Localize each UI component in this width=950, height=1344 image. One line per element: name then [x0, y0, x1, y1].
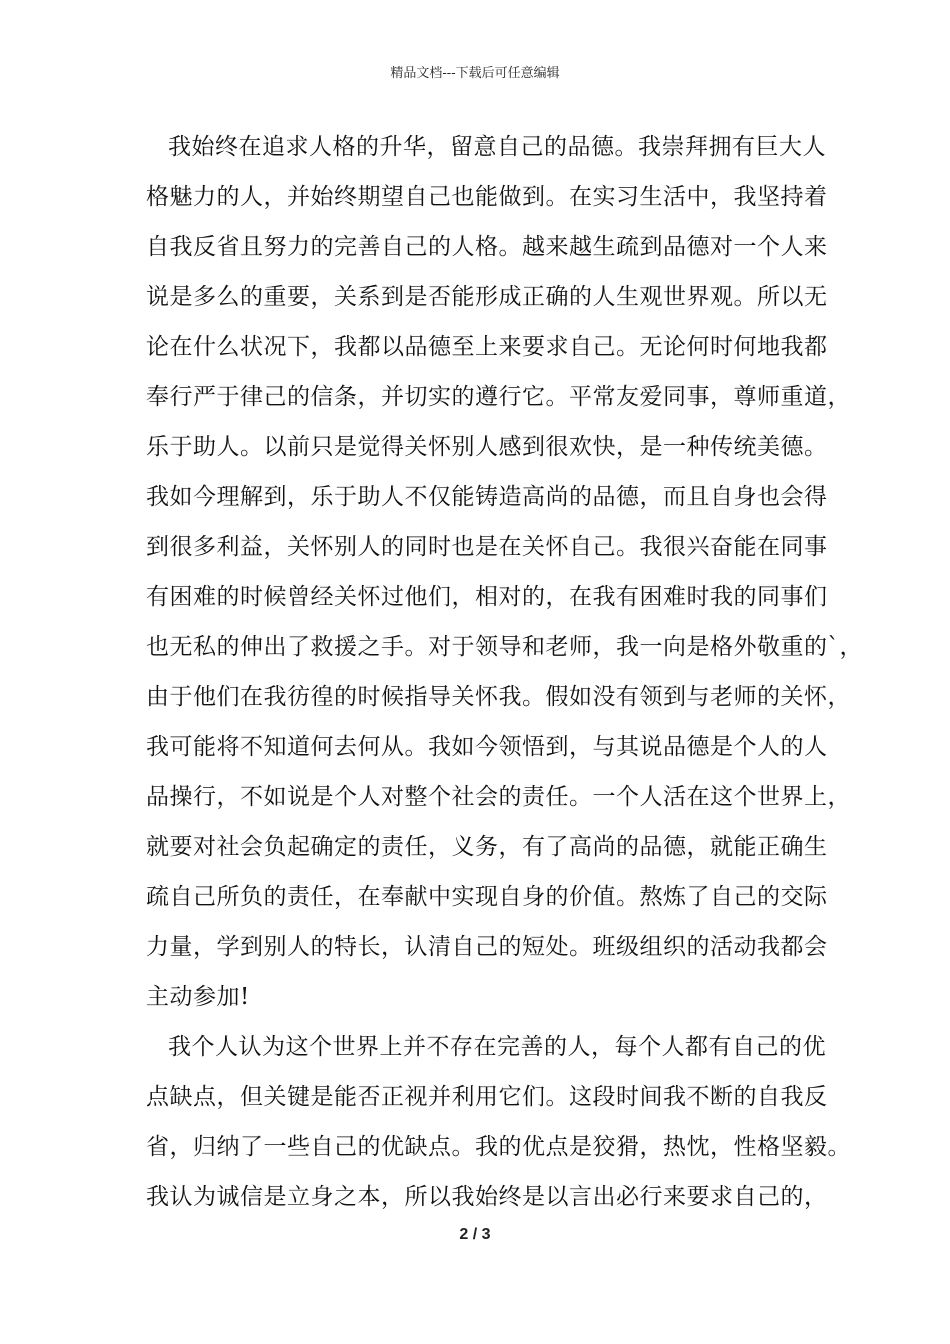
text-line: 奉行严于律己的信条，并切实的遵行它。平常友爱同事，尊师重道，	[146, 384, 851, 410]
text-line: 说是多么的重要，关系到是否能形成正确的人生观世界观。所以无	[146, 284, 828, 310]
paragraph-1	[146, 122, 863, 1022]
text-line: 我如今理解到，乐于助人不仅能铸造高尚的品德，而且自身也会得	[146, 484, 828, 510]
text-line: 到很多利益，关怀别人的同时也是在关怀自己。我很兴奋能在同事	[146, 534, 828, 560]
page-number: 2 / 3	[459, 1226, 491, 1243]
text-line: 论在什么状况下，我都以品德至上来要求自己。无论何时何地我都	[146, 334, 828, 360]
text-line: 主动参加!	[146, 984, 250, 1010]
text-line: 品操行，不如说是个人对整个社会的责任。一个人活在这个世界上，	[146, 784, 851, 810]
text-line: 我认为诚信是立身之本，所以我始终是以言出必行来要求自己的，	[146, 1184, 828, 1210]
text-line: 格魅力的人，并始终期望自己也能做到。在实习生活中，我坚持着	[146, 184, 828, 210]
text-line: 由于他们在我彷徨的时候指导关怀我。假如没有领到与老师的关怀，	[146, 684, 851, 710]
text-line: 有困难的时候曾经关怀过他们，相对的，在我有困难时我的同事们	[146, 584, 828, 610]
text-line: 省，归纳了一些自己的优缺点。我的优点是狡猾，热忱，性格坚毅。	[146, 1134, 851, 1160]
text-line: 乐于助人。以前只是觉得关怀别人感到很欢快，是一种传统美德。	[146, 434, 828, 460]
text-line: 我可能将不知道何去何从。我如今领悟到，与其说品德是个人的人	[146, 734, 828, 760]
paragraph-2	[146, 1022, 851, 1222]
text-line: 力量，学到别人的特长，认清自己的短处。班级组织的活动我都会	[146, 934, 828, 960]
text-line: 点缺点，但关键是能否正视并利用它们。这段时间我不断的自我反	[146, 1084, 828, 1110]
text-line: 我始终在追求人格的升华，留意自己的品德。我崇拜拥有巨大人	[168, 134, 826, 160]
text-line: 就要对社会负起确定的责任，义务，有了高尚的品德，就能正确生	[146, 834, 828, 860]
text-line: 自我反省且努力的完善自己的人格。越来越生疏到品德对一个人来	[146, 234, 828, 260]
text-line: 疏自己所负的责任，在奉献中实现自身的价值。熬炼了自己的交际	[146, 884, 828, 910]
page-header: 精品文档---下载后可任意编辑	[390, 66, 560, 81]
document-body	[146, 122, 863, 1222]
text-line: 我个人认为这个世界上并不存在完善的人，每个人都有自己的优	[168, 1034, 826, 1060]
text-line: 也无私的伸出了救援之手。对于领导和老师，我一向是格外敬重的`，	[146, 634, 863, 660]
